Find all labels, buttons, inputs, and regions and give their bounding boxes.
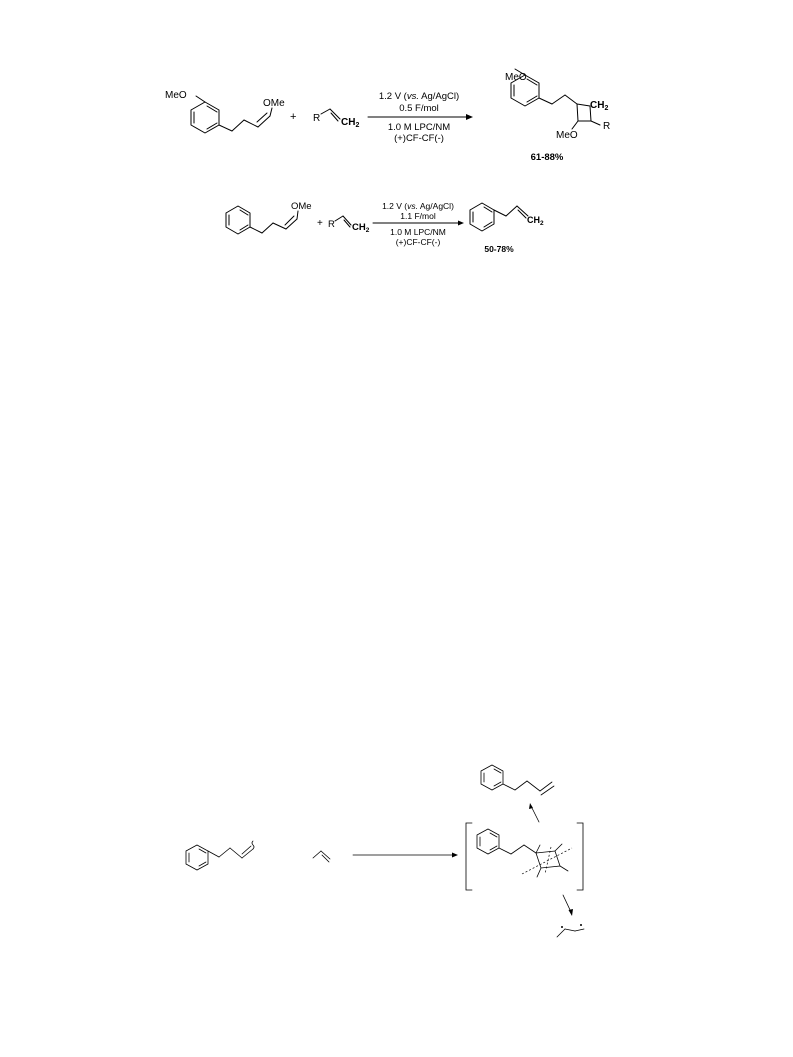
scheme2-condition-potential: 1.2 V (vs. Ag/AgCl) bbox=[382, 201, 454, 211]
scheme1-condition-electrodes: (+)CF-CF(-) bbox=[394, 133, 444, 144]
scheme1-alkene bbox=[313, 109, 359, 129]
scheme2-alkene bbox=[328, 216, 370, 234]
scheme1-condition-electrolyte: 1.0 M LPC/NM bbox=[387, 122, 451, 133]
scheme2-alkene-r-label: R bbox=[328, 219, 335, 230]
scheme3-fragment-bottom bbox=[557, 924, 584, 937]
scheme2-product-butenylbenzene bbox=[470, 203, 544, 231]
scheme2-plus-sign: + bbox=[317, 218, 323, 229]
scheme2-reactant-ome-label: OMe bbox=[291, 201, 312, 212]
benzene-ring bbox=[470, 203, 494, 231]
scheme1-product-ch2-label: $CH_2$ bbox=[590, 100, 609, 112]
scheme3-arrow-down bbox=[563, 895, 573, 916]
scheme3-intermediate-brackets bbox=[466, 823, 583, 890]
scheme3-product-top bbox=[481, 765, 554, 795]
scheme2-condition-electrodes: (+)CF-CF(-) bbox=[395, 237, 441, 247]
cyclobutane-ring bbox=[577, 104, 591, 121]
scheme1-alkene-r-label: R bbox=[313, 113, 321, 124]
scheme2-reactant-enol-ether bbox=[226, 201, 312, 234]
scheme1-product-cyclobutane bbox=[505, 69, 610, 141]
scheme2-reaction-arrow bbox=[373, 221, 464, 226]
scheme1-product-r-label: R bbox=[603, 121, 611, 132]
scheme2-condition-charge: 1.1 F/mol bbox=[400, 211, 436, 221]
benzene-ring bbox=[226, 206, 250, 234]
scheme3-main-arrow bbox=[353, 853, 458, 858]
scheme1-condition-charge: 0.5 F/mol bbox=[399, 103, 439, 114]
scheme1-alkene-ch2-label: $CH_2$ bbox=[341, 117, 360, 129]
scheme-2 bbox=[226, 201, 544, 254]
scheme3-propene bbox=[313, 851, 330, 862]
scheme1-plus-sign: + bbox=[290, 111, 297, 123]
scheme1-condition-potential: 1.2 V (vs. Ag/AgCl) bbox=[378, 91, 460, 102]
scheme1-reactant-ome-label: OMe bbox=[263, 98, 285, 109]
scheme3-reactant bbox=[186, 841, 254, 870]
scheme-1 bbox=[165, 69, 610, 163]
scheme1-yield: 61-88% bbox=[530, 152, 564, 163]
scheme2-yield: 50-78% bbox=[484, 244, 514, 254]
scheme2-condition-electrolyte: 1.0 M LPC/NM bbox=[390, 227, 446, 237]
scheme1-product-meo-top-label: MeO bbox=[505, 72, 527, 83]
scheme2-product-ch2-label: $CH_2$ bbox=[527, 215, 544, 227]
scheme1-product-meo-bottom-label: MeO bbox=[556, 130, 578, 141]
scheme-3-mechanism bbox=[186, 765, 584, 937]
scheme2-conditions bbox=[382, 201, 454, 247]
wavy-bond bbox=[252, 841, 254, 849]
scheme1-reactant-meo-label: MeO bbox=[165, 90, 187, 101]
scheme3-arrow-up bbox=[529, 803, 539, 822]
scheme3-intermediate-cyclobutane bbox=[477, 829, 572, 877]
scheme1-reactant-anisole-enol-ether bbox=[165, 90, 285, 133]
scheme1-reaction-arrow bbox=[368, 114, 473, 120]
scheme2-alkene-ch2-label: $CH_2$ bbox=[352, 222, 370, 234]
benzene-ring bbox=[191, 102, 219, 133]
